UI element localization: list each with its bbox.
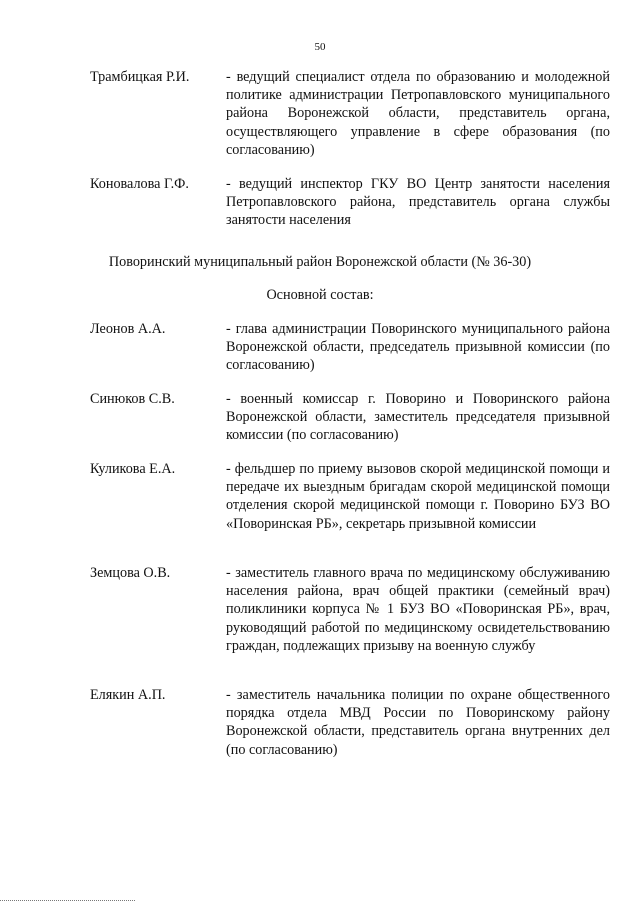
district-heading: Поворинский муниципальный район Воронежской области (№ 36-30) <box>108 254 532 270</box>
member-role: - фельдшер по приему вызовов скорой медицинской помощи и передаче их выездным бригадам скорой медицинской помощи отделения скорой медицинской помощи г. Поворино БУЗ ВО «Поворинская РБ», секретарь призывной комиссии <box>226 461 610 532</box>
member-name: Коновалова Г.Ф. <box>90 176 189 192</box>
member-role: - военный комиссар г. Поворино и Поворинского района Воронежской области, заместитель председателя призывной комиссии (по согласованию) <box>226 391 610 444</box>
member-name: Земцова О.В. <box>90 565 171 581</box>
footer-divider <box>0 900 135 901</box>
member-name: Леонов А.А. <box>90 321 166 337</box>
member-name: Трамбицкая Р.И. <box>90 69 190 85</box>
member-role: - заместитель главного врача по медицинскому обслуживанию населения района, врач общей практики (семейный врач) поликлиники корпуса № 1 БУЗ ВО «Поворинская РБ», врач, руководящий работой по медицинскому освидетельствованию граждан, подлежащих призыву на военную службу <box>226 565 610 654</box>
member-role: - ведущий специалист отдела по образованию и молодежной политике администрации Петропавловского муниципального района Воронежской области, представитель органа, осуществляющего управление в сфере образования (по согласованию) <box>226 69 610 158</box>
member-name: Елякин А.П. <box>90 687 166 703</box>
member-role: - глава администрации Поворинского муниципального района Воронежской области, председатель призывной комиссии (по согласованию) <box>226 321 610 374</box>
member-name: Синюков С.В. <box>90 391 175 407</box>
member-name: Куликова Е.А. <box>90 461 176 477</box>
member-role: - заместитель начальника полиции по охране общественного порядка отдела МВД России по Поворинскому району Воронежской области, представитель органа внутренних дел (по согласованию) <box>226 687 610 758</box>
member-role: - ведущий инспектор ГКУ ВО Центр занятости населения Петропавловского района, представитель органа службы занятости населения <box>226 176 610 229</box>
composition-heading: Основной состав: <box>266 287 374 303</box>
page-number: 50 <box>314 41 326 53</box>
